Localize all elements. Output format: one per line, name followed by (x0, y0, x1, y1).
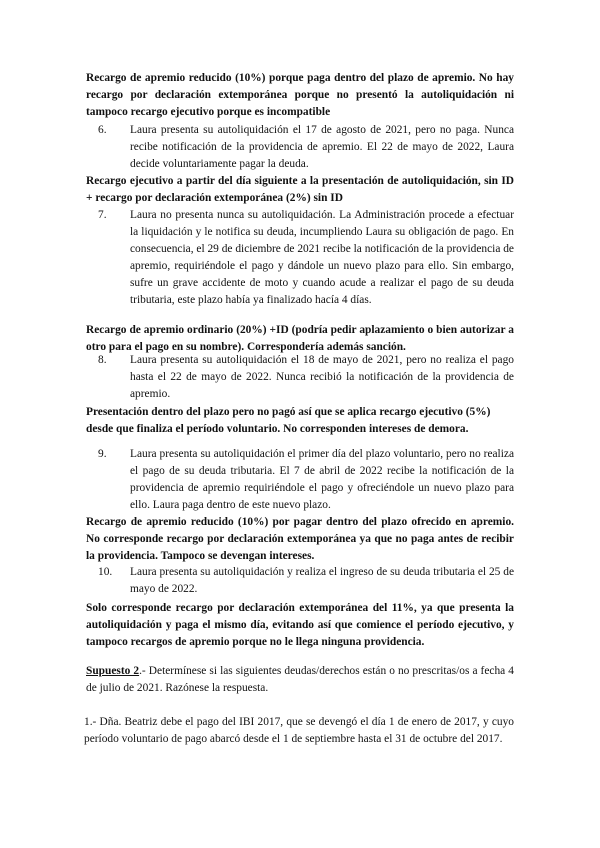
supuesto-text: .- Determínese si las siguientes deudas/derechos están o no prescritas/os a fecha 4 de julio de 2021. Razónese la respuesta. (86, 665, 514, 695)
item-number: 7. (98, 209, 107, 221)
supuesto-paragraph (86, 663, 514, 697)
list-item (86, 207, 514, 311)
answer-heading-2: Recargo ejecutivo a partir del día siguiente a la presentación de autoliquidación, sin ID + recargo por declaración extemporánea (2%) sin ID (86, 175, 514, 205)
item-text: Laura presenta su autoliquidación el 17 de agosto de 2021, pero no paga. Nunca recibe notificación de la providencia de apremio. El 22 de mayo de 2022, Laura decide voluntariamente pagar la deuda. (130, 124, 514, 171)
item-text: Laura presenta su autoliquidación el primer día del plazo voluntario, pero no realiza el pago de su deuda tributaria. El 7 de abril de 2022 recibe la notificación de la providencia de apremio requiriéndole el pago y ofreciéndole un nuevo plazo para ello. Laura paga dentro de este nuevo plazo. (130, 448, 514, 512)
supuesto-label: Supuesto 2 (86, 665, 140, 677)
item-text: Laura presenta su autoliquidación y realiza el ingreso de su deuda tributaria el 25 de mayo de 2022. (130, 566, 514, 596)
answer-heading-5: Recargo de apremio reducido (10%) por pagar dentro del plazo ofrecido en apremio. No corresponde recargo por declaración extemporánea ya que no paga antes de recibir la providencia. Tampoco se devengan intereses. (86, 516, 514, 563)
item-number: 8. (98, 354, 107, 366)
item-number: 6. (98, 124, 107, 136)
answer-heading-1: Recargo de apremio reducido (10%) porque paga dentro del plazo de apremio. No hay recargo por declaración extemporánea porque no presentó la autoliquidación ni tampoco recargo ejecutivo porque es incompatible (86, 72, 514, 119)
list-item (86, 352, 514, 404)
list-item (86, 122, 514, 174)
answer-heading-6: Solo corresponde recargo por declaración extemporánea del 11%, ya que presenta la autoliquidación y paga el mismo día, evitando así que comience el período ejecutivo, y tampoco recargos de apremio porque no le llega ninguna providencia. (86, 602, 514, 649)
answer-heading-4: Presentación dentro del plazo pero no pagó así que se aplica recargo ejecutivo (5%) desde que finaliza el período voluntario. No corresponden intereses de demora. (86, 406, 491, 436)
item-number: 10. (98, 566, 113, 578)
question-1: 1.- Dña. Beatriz debe el pago del IBI 2017, que se devengó el día 1 de enero de 2017, y cuyo período voluntario de pago abarcó desde el 1 de septiembre hasta el 31 de octubre del 2017. (84, 716, 514, 746)
list-item (86, 446, 514, 516)
item-text: Laura no presenta nunca su autoliquidación. La Administración procede a efectuar la liquidación y le notifica su deuda, incumpliendo Laura su obligación de pago. En consecuencia, el 29 de diciembre de 2021 recibe la notificación de la providencia de apremio, requiriéndole el pago y dándole un nuevo plazo para ello. Sin embargo, sufre un grave accidente de moto y cuando acude a realizar el pago de su deuda tributaria, este plazo había ya finalizado hacía 4 días. (130, 209, 514, 307)
answer-heading-3: Recargo de apremio ordinario (20%) +ID (podría pedir aplazamiento o bien autorizar a otro para el pago en su nombre). Correspondería además sanción. (86, 324, 514, 354)
list-item (86, 564, 514, 598)
item-text: Laura presenta su autoliquidación el 18 de mayo de 2021, pero no realiza el pago hasta el 22 de mayo de 2022. Nunca recibió la notificación de la providencia de apremio. (130, 354, 514, 401)
item-number: 9. (98, 448, 107, 460)
